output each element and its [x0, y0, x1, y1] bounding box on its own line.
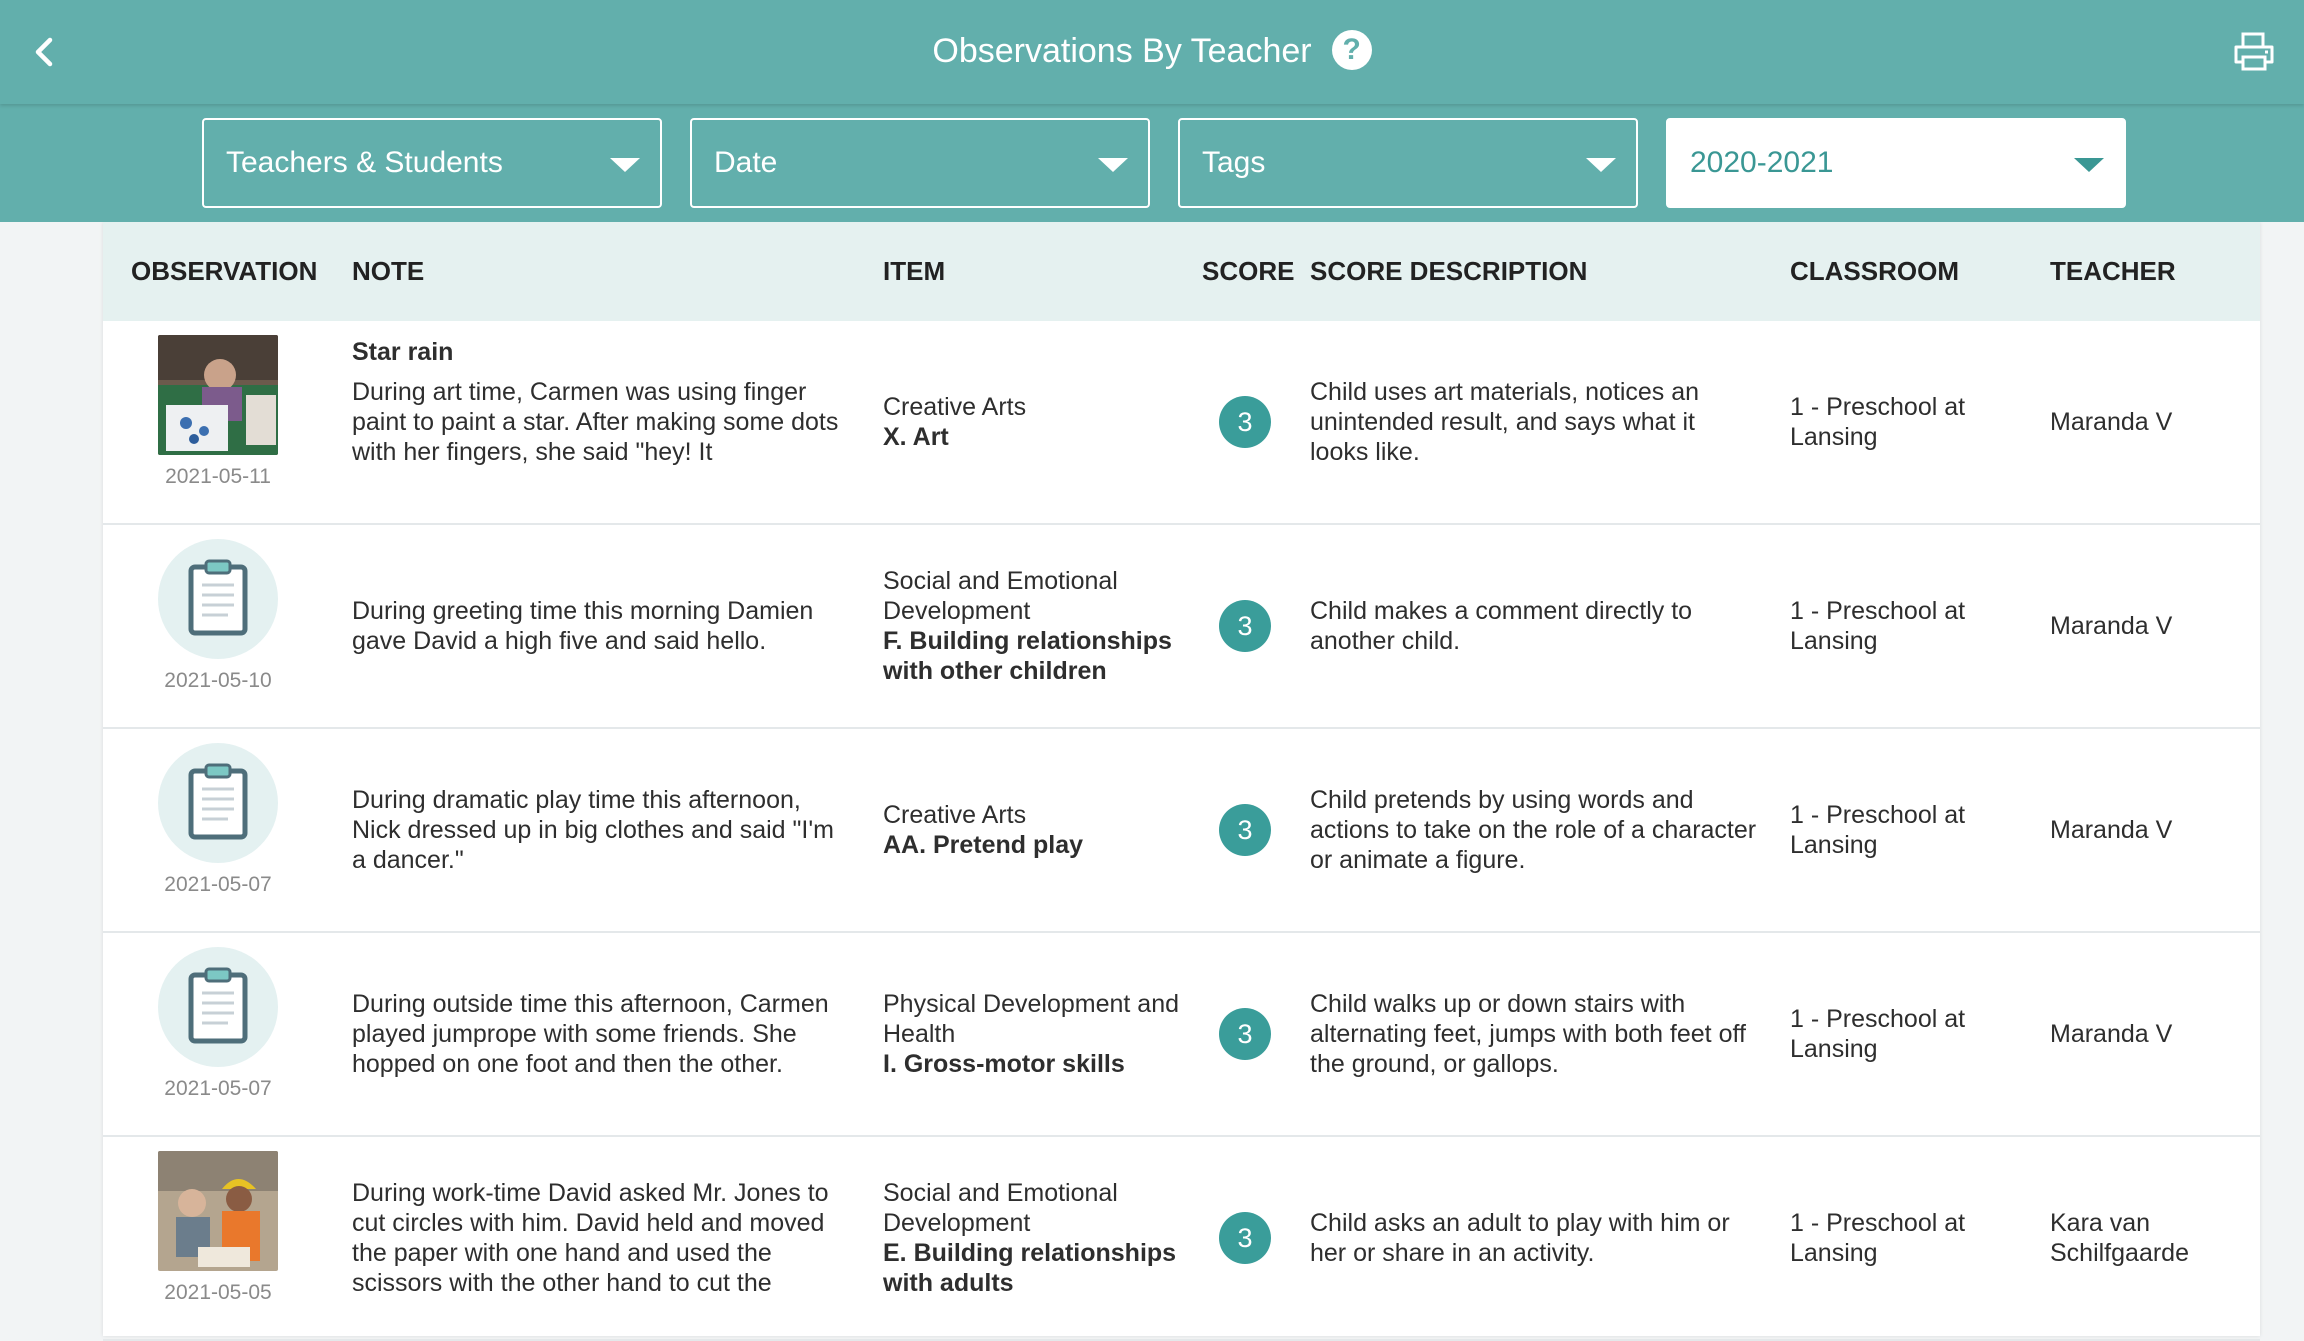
- note-cell: [352, 337, 842, 467]
- note-text: During dramatic play time this afternoon, Nick dressed up in big clothes and said "I'm a dancer.": [352, 786, 834, 874]
- clipboard-icon: [158, 743, 278, 863]
- score-description: Child pretends by using words and actions to take on the role of a character or animate a figure.: [1310, 786, 1757, 874]
- table-row[interactable]: [103, 729, 2260, 933]
- score-description: Child asks an adult to play with him or her or share in an activity.: [1310, 1209, 1730, 1267]
- table-row[interactable]: [103, 933, 2260, 1137]
- score-badge: 3: [1219, 804, 1271, 856]
- art-photo-image: [158, 335, 278, 455]
- help-icon[interactable]: ?: [1332, 30, 1372, 70]
- item-code: AA. Pretend play: [883, 831, 1084, 859]
- observation-date: 2021-05-05: [164, 1281, 272, 1304]
- note-cell: [352, 1178, 842, 1298]
- column-header-teacher[interactable]: TEACHER: [2050, 256, 2176, 286]
- item-area: Physical Development and Health: [883, 990, 1179, 1048]
- item-code: E. Building relationships with adults: [883, 1239, 1177, 1297]
- tags-filter[interactable]: [1178, 118, 1638, 208]
- date-filter[interactable]: [690, 118, 1150, 208]
- observation-date: 2021-05-11: [165, 465, 271, 488]
- clipboard-thumbnail[interactable]: [158, 539, 278, 659]
- observation-date: 2021-05-07: [164, 873, 272, 896]
- table-row[interactable]: [103, 525, 2260, 729]
- observation-cell: [103, 1137, 333, 1339]
- clipboard-icon: [158, 539, 278, 659]
- score-badge: 3: [1219, 396, 1271, 448]
- classroom: 1 - Preschool at Lansing: [1790, 801, 1966, 859]
- item-code: F. Building relationships with other children: [883, 627, 1172, 685]
- teachers-students-filter[interactable]: [202, 118, 662, 208]
- teacher: Maranda V: [2050, 612, 2173, 640]
- column-header-item[interactable]: ITEM: [883, 256, 946, 286]
- classroom-photo-image: [158, 1151, 278, 1271]
- item-cell: [883, 1178, 1183, 1298]
- column-header-score-description[interactable]: SCORE DESCRIPTION: [1310, 256, 1588, 286]
- observation-cell: [103, 933, 333, 1135]
- item-cell: [883, 989, 1183, 1079]
- column-header-observation[interactable]: OBSERVATION: [131, 256, 318, 286]
- caret-down-icon: [1586, 158, 1616, 172]
- observations-table: [103, 222, 2260, 1336]
- filter-bar: [0, 104, 2304, 222]
- item-code: X. Art: [883, 423, 949, 451]
- note-cell: [352, 785, 842, 875]
- teacher: Maranda V: [2050, 408, 2173, 436]
- print-button[interactable]: [2230, 28, 2278, 76]
- item-cell: [883, 566, 1183, 686]
- table-header: [103, 222, 2260, 321]
- item-cell: [883, 392, 1183, 452]
- table-row[interactable]: [103, 321, 2260, 525]
- observation-cell: [103, 525, 333, 727]
- observation-date: 2021-05-10: [164, 669, 272, 692]
- observation-cell: [103, 321, 333, 523]
- note-cell: [352, 596, 842, 656]
- item-area: Creative Arts: [883, 393, 1027, 421]
- observation-cell: [103, 729, 333, 931]
- teacher: Maranda V: [2050, 1020, 2173, 1048]
- column-header-note[interactable]: NOTE: [352, 256, 425, 286]
- score-description: Child makes a comment directly to another child.: [1310, 597, 1693, 655]
- page-title: [0, 28, 2304, 74]
- note-text: During art time, Carmen was using finger paint to paint a star. After making some dots with her fingers, she said "hey! It: [352, 378, 839, 466]
- item-area: Social and Emotional Development: [883, 1179, 1118, 1237]
- column-header-classroom[interactable]: CLASSROOM: [1790, 256, 1959, 286]
- header-bar: [0, 0, 2304, 104]
- filter-label: 2020-2021: [1690, 146, 1834, 179]
- item-cell: [883, 800, 1183, 860]
- classroom: 1 - Preschool at Lansing: [1790, 1005, 1966, 1063]
- classroom: 1 - Preschool at Lansing: [1790, 393, 1966, 451]
- note-text: During work-time David asked Mr. Jones to cut circles with him. David held and moved the paper with one hand and used the scissors with the other hand to cut the: [352, 1179, 829, 1297]
- column-header-score[interactable]: SCORE: [1202, 256, 1295, 286]
- observation-date: 2021-05-07: [164, 1077, 272, 1100]
- score-description: Child uses art materials, notices an unintended result, and says what it looks like.: [1310, 378, 1700, 466]
- note-text: During greeting time this morning Damien gave David a high five and said hello.: [352, 597, 814, 655]
- clipboard-thumbnail[interactable]: [158, 947, 278, 1067]
- filter-label: Tags: [1202, 146, 1266, 179]
- printer-icon: [2230, 28, 2278, 76]
- caret-down-icon: [1098, 158, 1128, 172]
- note-text: During outside time this afternoon, Carmen played jumprope with some friends. She hopped on one foot and then the other.: [352, 990, 829, 1078]
- score-badge: 3: [1219, 1008, 1271, 1060]
- caret-down-icon: [2074, 158, 2104, 172]
- classroom: 1 - Preschool at Lansing: [1790, 597, 1966, 655]
- filter-label: Date: [714, 146, 778, 179]
- filter-label: Teachers & Students: [226, 146, 503, 179]
- score-badge: 3: [1219, 1212, 1271, 1264]
- teacher: Maranda V: [2050, 816, 2173, 844]
- item-code: I. Gross-motor skills: [883, 1050, 1125, 1078]
- score-description: Child walks up or down stairs with alternating feet, jumps with both feet off the ground, or gallops.: [1310, 990, 1746, 1078]
- clipboard-thumbnail[interactable]: [158, 743, 278, 863]
- item-area: Creative Arts: [883, 801, 1027, 829]
- teacher: Kara van Schilfgaarde: [2050, 1209, 2189, 1267]
- note-title: Star rain: [352, 338, 454, 366]
- clipboard-icon: [158, 947, 278, 1067]
- score-badge: 3: [1219, 600, 1271, 652]
- table-row[interactable]: [103, 1137, 2260, 1341]
- page-title-text: Observations By Teacher: [932, 32, 1312, 70]
- classroom: 1 - Preschool at Lansing: [1790, 1209, 1966, 1267]
- note-cell: [352, 989, 842, 1079]
- caret-down-icon: [610, 158, 640, 172]
- school-year-filter[interactable]: [1666, 118, 2126, 208]
- observation-photo[interactable]: [158, 335, 278, 455]
- item-area: Social and Emotional Development: [883, 567, 1118, 625]
- observation-photo[interactable]: [158, 1151, 278, 1271]
